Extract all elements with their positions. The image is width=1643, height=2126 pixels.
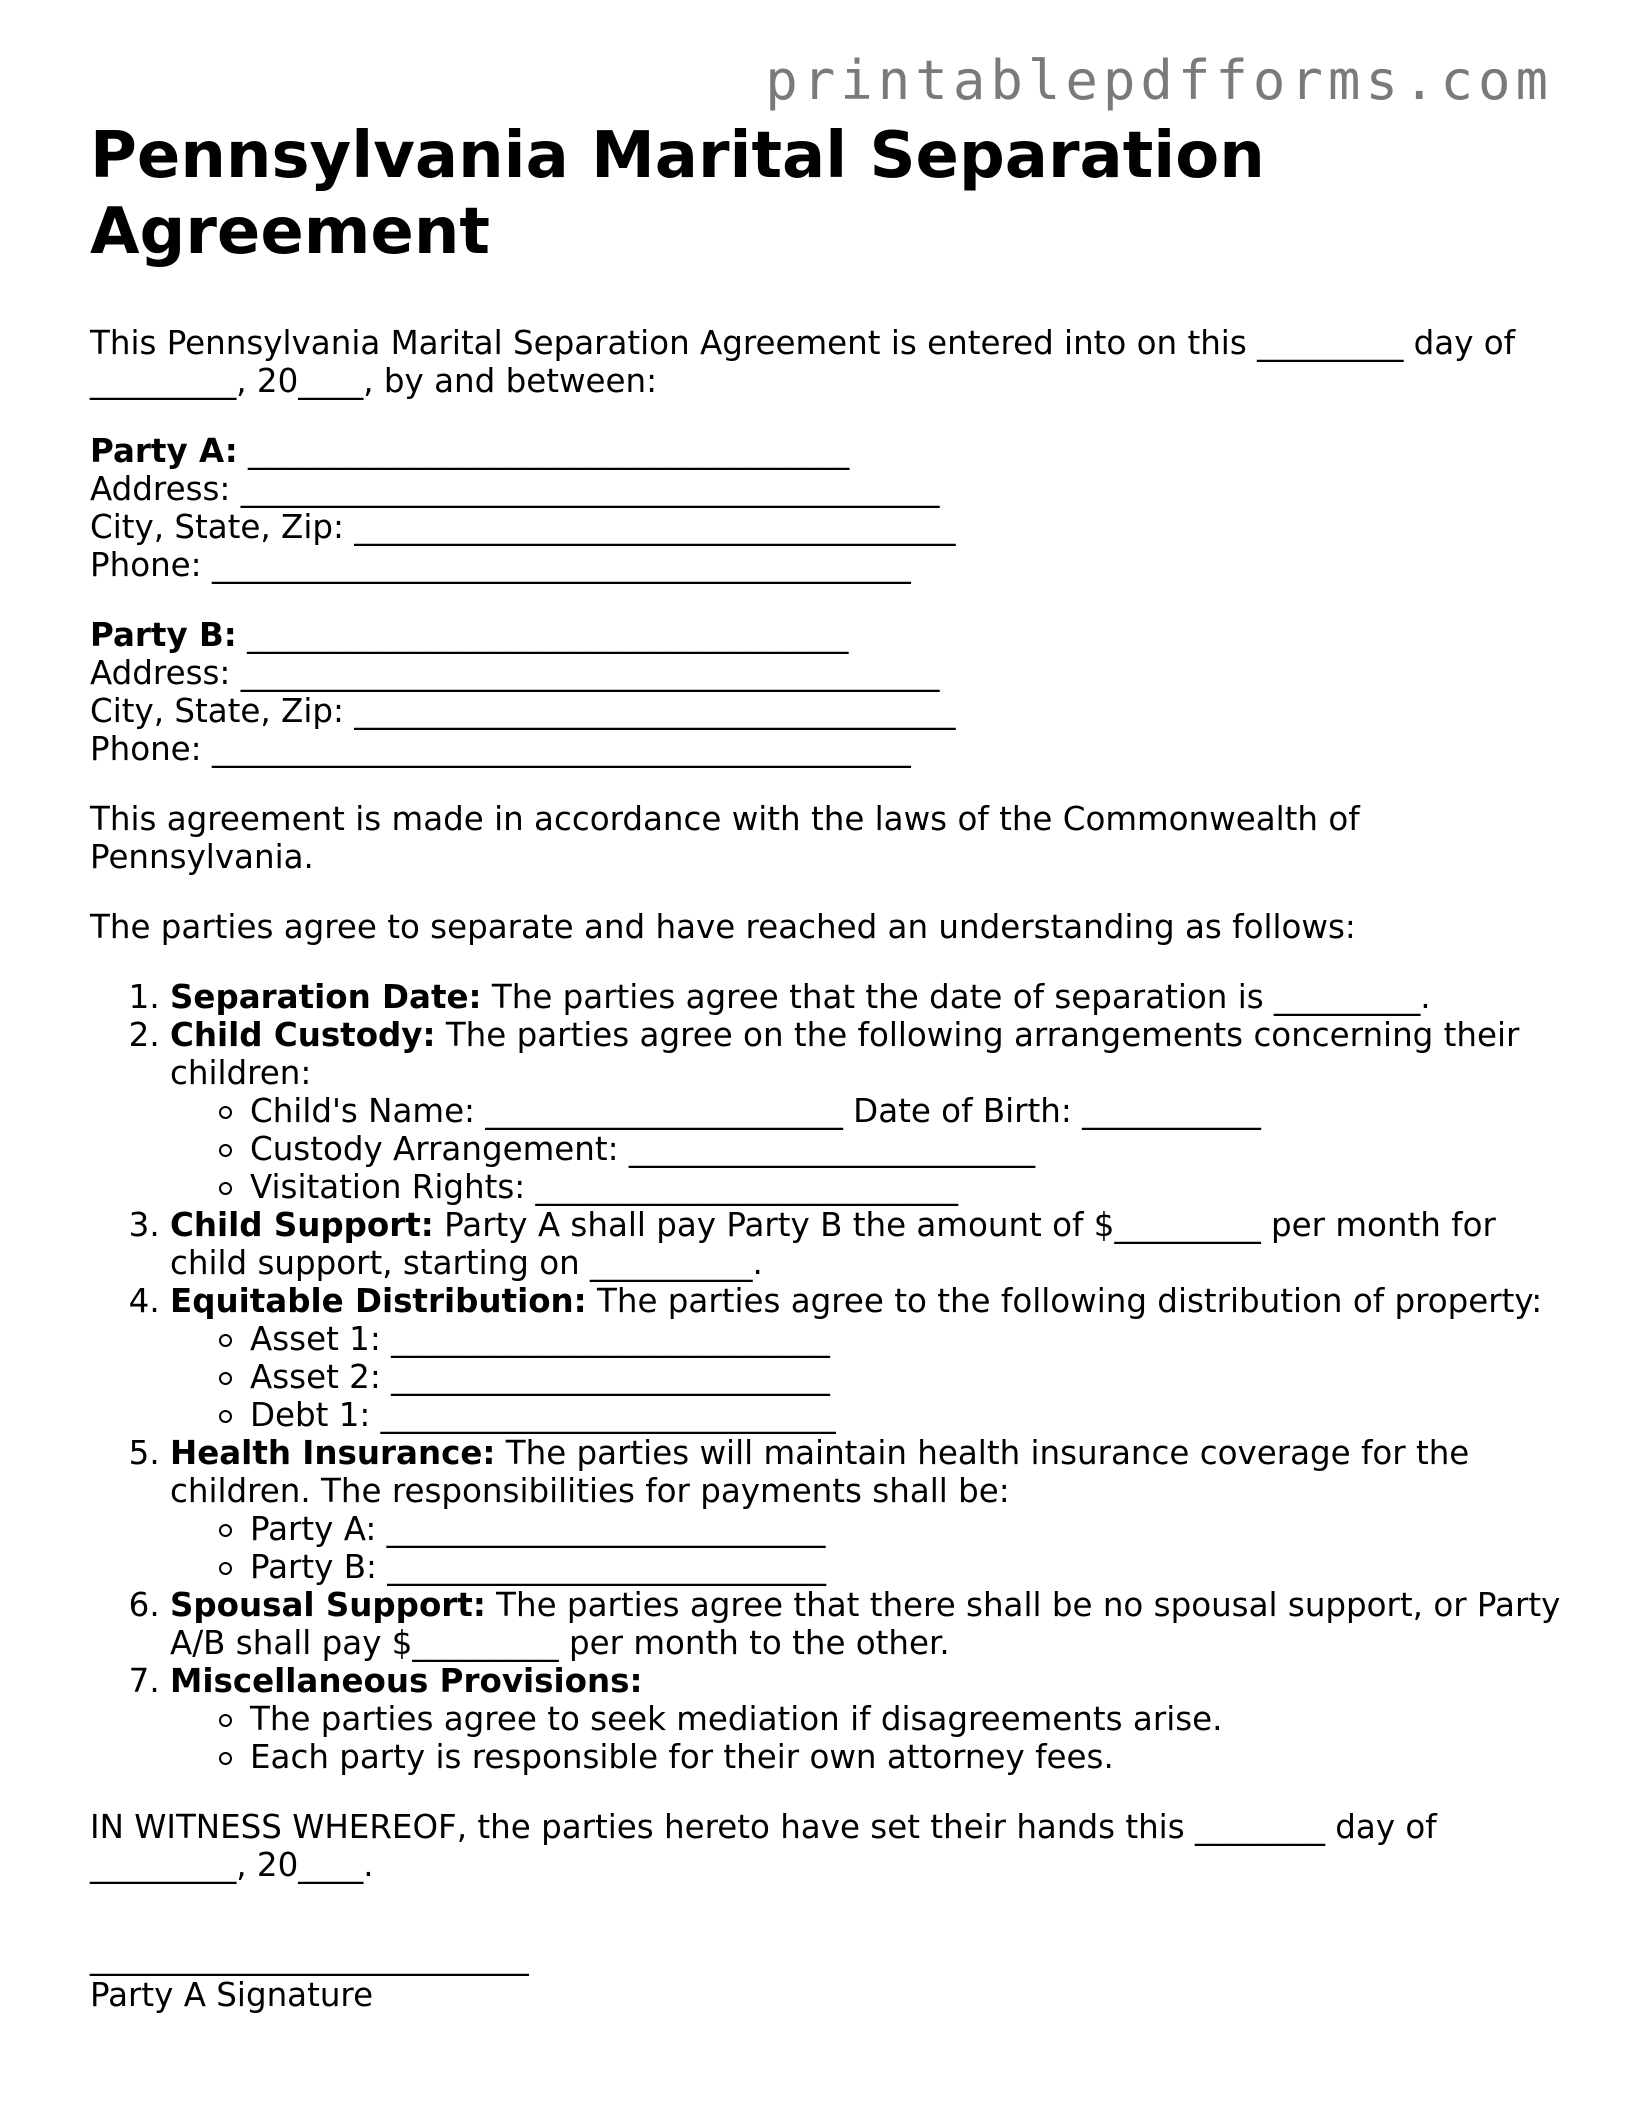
law-paragraph: This agreement is made in accordance with the laws of the Commonwealth of Pennsylvania. (90, 800, 1360, 876)
party-b-name-line (90, 616, 1570, 654)
term-text: The parties agree on the following arrangements concerning their children: (170, 1016, 1530, 1092)
term-item (170, 1434, 1570, 1586)
signature-label: Party A Signature (90, 1976, 374, 2014)
party-a-name-blank: _____________________________________ (248, 432, 850, 470)
term-label: Health Insurance: (170, 1434, 496, 1472)
term-sublist (170, 1092, 1570, 1206)
term-item (170, 978, 1570, 1016)
document-title: Pennsylvania Marital Separation Agreement (90, 119, 1265, 269)
witness-paragraph: IN WITNESS WHEREOF, the parties hereto have set their hands this ________ day of _________, 20____. (90, 1808, 1437, 1884)
term-subitem: Debt 1: ____________________________ (250, 1396, 1570, 1434)
term-item (170, 1016, 1570, 1206)
term-text: The parties agree that there shall be no spousal support, or Party A/B shall pay $_________ per month to the other. (170, 1586, 1571, 1662)
understanding-paragraph: The parties agree to separate and have reached an understanding as follows: (90, 908, 1356, 946)
term-subitem: Each party is responsible for their own attorney fees. (250, 1738, 1570, 1776)
term-label: Child Support: (170, 1206, 434, 1244)
term-subitem: Child's Name: ______________________ Date of Birth: ___________ (250, 1092, 1570, 1130)
party-a-name-line (90, 432, 1570, 470)
term-item (170, 1206, 1570, 1282)
term-sublist (170, 1320, 1570, 1434)
term-label: Equitable Distribution: (170, 1282, 587, 1320)
party-a-city-line: City, State, Zip: _____________________________________ (90, 508, 956, 546)
signature-block (90, 1938, 1570, 2014)
term-subitem: Party B: ___________________________ (250, 1548, 1570, 1586)
term-text: The parties will maintain health insurance coverage for the children. The responsibilities for payments shall be: (170, 1434, 1480, 1510)
term-item (170, 1662, 1570, 1776)
term-item (170, 1586, 1570, 1662)
party-a-block (90, 432, 1570, 584)
party-b-city-line: City, State, Zip: _____________________________________ (90, 692, 956, 730)
term-subitem: Party A: ___________________________ (250, 1510, 1570, 1548)
party-b-block (90, 616, 1570, 768)
party-b-address-line: Address: ___________________________________________ (90, 654, 940, 692)
watermark: printablepdfforms.com (765, 49, 1553, 112)
term-sublist (170, 1700, 1570, 1776)
term-item (170, 1282, 1570, 1434)
intro-paragraph: This Pennsylvania Marital Separation Agreement is entered into on this _________ day of _________, 20____, by and between: (90, 324, 1516, 400)
term-text: Party A shall pay Party B the amount of $_________ per month for child support, starting on __________. (170, 1206, 1507, 1282)
party-a-phone-line: Phone: ___________________________________________ (90, 546, 911, 584)
party-b-label: Party B: (90, 616, 237, 654)
term-subitem: The parties agree to seek mediation if disagreements arise. (250, 1700, 1570, 1738)
term-label: Miscellaneous Provisions: (170, 1662, 643, 1700)
term-subitem: Visitation Rights: __________________________ (250, 1168, 1570, 1206)
term-subitem: Asset 1: ___________________________ (250, 1320, 1570, 1358)
term-label: Separation Date: (170, 978, 482, 1016)
signature-line: ___________________________ (90, 1938, 529, 1976)
party-b-phone-line: Phone: ___________________________________________ (90, 730, 911, 768)
document-page (90, 118, 1570, 2014)
term-text: The parties agree that the date of separation is _________. (481, 978, 1431, 1016)
party-a-label: Party A: (90, 432, 238, 470)
party-a-address-line: Address: ___________________________________________ (90, 470, 940, 508)
term-subitem: Custody Arrangement: _________________________ (250, 1130, 1570, 1168)
term-label: Child Custody: (170, 1016, 436, 1054)
term-label: Spousal Support: (170, 1586, 486, 1624)
term-sublist (170, 1510, 1570, 1586)
terms-list (90, 978, 1570, 1776)
term-subitem: Asset 2: ___________________________ (250, 1358, 1570, 1396)
term-text: The parties agree to the following distribution of property: (586, 1282, 1543, 1320)
party-b-name-blank: _____________________________________ (247, 616, 849, 654)
